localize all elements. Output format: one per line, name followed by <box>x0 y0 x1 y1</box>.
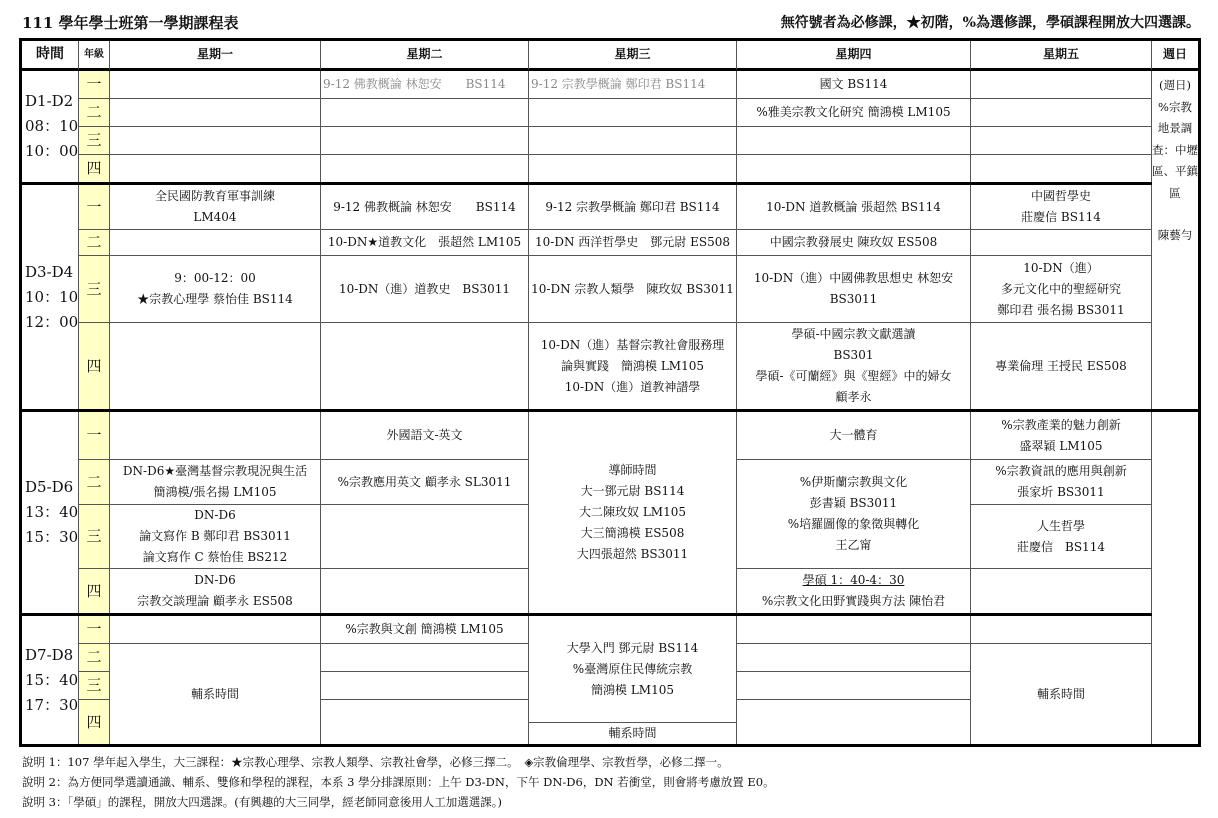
note-1: 說明 1：107 學年起入學生，大三課程：★宗教心理學、宗教人類學、宗教社會學，必修三擇二。 ◈宗教倫理學、宗教哲學，必修二擇一。 <box>22 755 729 769</box>
cell <box>110 412 321 460</box>
slot-d1-end: 10：00 <box>25 142 79 160</box>
course-cell: 10-DN★道教文化 張超然 LM105 <box>321 230 529 256</box>
cell <box>110 230 321 256</box>
course-line: 論文寫作 B 鄭印君 BS3011 <box>139 529 291 543</box>
timetable <box>19 38 1201 747</box>
grade-1: 一 <box>79 616 110 644</box>
grade-1: 一 <box>79 71 110 99</box>
grade-2: 二 <box>79 644 110 672</box>
course-line: 10-DN（進）道教神譜學 <box>564 379 701 394</box>
course-cell: 9-12 宗教學概論 鄭印君 BS114 <box>529 185 737 230</box>
course-line: 王乙甯 <box>835 538 872 552</box>
course-cell: 10-DN（進）道教史 BS3011 <box>321 256 529 323</box>
slot-d3-start: 10：10 <box>25 287 79 306</box>
sunday-line: %宗教 <box>1158 99 1192 114</box>
course-line: 多元文化中的聖經研究 <box>1000 281 1121 296</box>
minor-time-cell: 輔系時間 <box>971 644 1152 744</box>
course-cell <box>110 505 321 569</box>
course-cell <box>971 460 1152 505</box>
course-cell: 10-DN 宗教人類學 陳玫奴 BS3011 <box>529 256 737 323</box>
course-cell: %宗教應用英文 顧孝永 SL3011 <box>321 460 529 505</box>
minor-time-cell: 輔系時間 <box>110 644 321 744</box>
course-cell: 外國語文-英文 <box>321 412 529 460</box>
grade-4: 四 <box>79 155 110 183</box>
grade-3: 三 <box>79 505 110 569</box>
course-line: 學碩 1：40-4：30 <box>802 573 905 587</box>
cell <box>737 127 971 155</box>
cell <box>321 99 529 127</box>
course-room: LM404 <box>193 210 237 224</box>
cell <box>321 700 529 744</box>
header-tuesday: 星期二 <box>321 41 529 71</box>
sunday-line: 區、平鎮 <box>1152 164 1198 178</box>
course-cell <box>737 256 971 323</box>
course-line: 學碩-中國宗教文獻選讀 <box>791 327 916 341</box>
course-name: ★宗教心理學 蔡怡佳 BS114 <box>137 292 293 306</box>
course-line: DN-D6★臺灣基督宗教現況與生活 <box>122 464 308 478</box>
course-cell: 9-12 佛教概論 林恕安 BS114 <box>321 185 529 230</box>
cell <box>529 127 737 155</box>
cell <box>1152 412 1198 744</box>
slot-d7-start: 15：40 <box>25 670 79 689</box>
cell <box>971 230 1152 256</box>
cell <box>321 644 529 672</box>
grade-2: 二 <box>79 99 110 127</box>
cell <box>971 71 1152 99</box>
course-line: 中國哲學史 <box>1030 189 1091 203</box>
slot-d5-end: 15：30 <box>25 528 79 546</box>
course-cell: 大一體育 <box>737 412 971 460</box>
course-cell <box>110 256 321 323</box>
slot-d1-label <box>22 71 79 183</box>
course-line: 盛翠穎 LM105 <box>1019 438 1103 453</box>
course-line: %宗教產業的魅力創新 <box>1001 417 1121 432</box>
course-cell: 9-12 佛教概論 林恕安 BS114 <box>321 71 529 99</box>
course-line: 論文寫作 C 蔡怡佳 BS212 <box>142 550 288 564</box>
course-line: DN-D6 <box>194 508 236 522</box>
cell <box>971 127 1152 155</box>
course-cell <box>971 412 1152 460</box>
cell <box>321 323 529 410</box>
cell <box>737 672 971 700</box>
cell <box>321 505 529 569</box>
grade-1: 一 <box>79 185 110 230</box>
course-cell: 9-12 宗教學概論 鄭印君 BS114 <box>529 71 737 99</box>
cell <box>110 127 321 155</box>
grade-2: 二 <box>79 460 110 505</box>
course-line: 10-DN（進）基督宗教社會服務理 <box>540 337 725 352</box>
course-cell <box>737 323 971 410</box>
course-cell: 10-DN 道教概論 張超然 BS114 <box>737 185 971 230</box>
cell <box>321 569 529 614</box>
course-cell: %宗教與文創 簡鴻模 LM105 <box>321 616 529 644</box>
course-line: 簡鴻模 LM105 <box>591 682 674 697</box>
course-cell <box>529 616 737 723</box>
header-time: 時間 <box>22 41 79 71</box>
course-line: 大二陳玫奴 LM105 <box>579 505 686 519</box>
slot-d7-periods: D7-D8 <box>25 645 74 664</box>
course-line: %宗教文化田野實踐與方法 陳怡君 <box>761 594 946 608</box>
cell <box>110 323 321 410</box>
slot-d7-label <box>22 616 79 744</box>
grade-1: 一 <box>79 412 110 460</box>
course-cell: %雅美宗教文化研究 簡鴻模 LM105 <box>737 99 971 127</box>
cell <box>737 644 971 672</box>
course-cell <box>110 460 321 505</box>
cell <box>737 155 971 183</box>
course-line: %伊斯蘭宗教與文化 <box>799 475 908 489</box>
cell <box>321 127 529 155</box>
slot-d5-label <box>22 412 79 614</box>
cell <box>971 155 1152 183</box>
cell <box>110 616 321 644</box>
course-line: BS3011 <box>829 292 878 306</box>
course-line: 論與實踐 簡鴻模 LM105 <box>561 358 704 373</box>
header-wednesday: 星期三 <box>529 41 737 71</box>
header-thursday: 星期四 <box>737 41 971 71</box>
cell <box>321 672 529 700</box>
course-line: DN-D6 <box>194 573 236 587</box>
notes <box>22 752 775 812</box>
course-line: 大三簡鴻模 ES508 <box>580 526 685 540</box>
course-line: 鄭印君 張名揚 BS3011 <box>997 302 1125 317</box>
slot-d3-end: 12：00 <box>25 312 79 331</box>
slot-d3-periods: D3-D4 <box>25 262 74 281</box>
grade-4: 四 <box>79 700 110 744</box>
slot-d5-start: 13：40 <box>25 503 79 521</box>
legend-text: 無符號者為必修課，★初階，%為選修課，學碩課程開放大四選課。 <box>780 15 1200 31</box>
course-line: 彭書穎 BS3011 <box>809 496 898 510</box>
course-line: 簡鴻模/張名揚 LM105 <box>153 485 277 499</box>
sunday-line: 區 <box>1169 185 1181 200</box>
course-line: 10-DN（進）中國佛教思想史 林恕安 <box>753 271 954 285</box>
course-cell: 國文 BS114 <box>737 71 971 99</box>
course-line: 10-DN（進） <box>1023 260 1099 275</box>
course-line: %宗教資訊的應用與創新 <box>995 464 1127 478</box>
course-line: 大四張超然 BS3011 <box>576 547 689 561</box>
cell <box>971 616 1152 644</box>
course-line: 導師時間 <box>608 463 657 477</box>
course-line: BS301 <box>833 348 874 362</box>
sunday-line: 地景調 <box>1157 121 1193 135</box>
course-cell: 專業倫理 王授民 ES508 <box>971 323 1152 410</box>
header-friday: 星期五 <box>971 41 1152 71</box>
cell <box>110 71 321 99</box>
sunday-line: (週日) <box>1159 78 1191 92</box>
course-line: %臺灣原住民傳統宗教 <box>572 661 693 676</box>
grade-4: 四 <box>79 569 110 614</box>
slot-d3-label <box>22 185 79 410</box>
course-line: %培羅圖像的象徵與轉化 <box>787 517 920 531</box>
sunday-line: 查：中壢 <box>1152 142 1198 157</box>
course-cell <box>971 256 1152 323</box>
grade-4: 四 <box>79 323 110 410</box>
header-monday: 星期一 <box>110 41 321 71</box>
course-line: 宗教交談理論 顧孝永 ES508 <box>137 594 293 608</box>
cell <box>529 155 737 183</box>
slot-d7-end: 17：30 <box>25 695 79 714</box>
sunday-course <box>1152 71 1198 410</box>
course-time: 9：00-12：00 <box>174 271 256 285</box>
cell <box>321 155 529 183</box>
course-line: 張家圻 BS3011 <box>1017 485 1105 499</box>
header-grade: 年級 <box>79 41 110 71</box>
grade-3: 三 <box>79 672 110 700</box>
sunday-line: 陳藝勻 <box>1157 228 1193 242</box>
course-cell <box>737 460 971 569</box>
cell <box>110 99 321 127</box>
minor-time-cell: 輔系時間 <box>529 723 737 744</box>
course-cell: 10-DN 西洋哲學史 鄧元尉 ES508 <box>529 230 737 256</box>
course-line: 大一鄧元尉 BS114 <box>580 484 685 498</box>
course-cell <box>737 569 971 614</box>
course-cell <box>110 569 321 614</box>
slot-d1-start: 08：10 <box>25 117 79 135</box>
course-line: 人生哲學 <box>1036 518 1085 533</box>
course-name: 全民國防教育軍事訓練 <box>154 189 275 203</box>
course-line: 莊慶信 BS114 <box>1021 210 1101 224</box>
course-cell <box>971 505 1152 569</box>
grade-3: 三 <box>79 256 110 323</box>
cell <box>737 700 971 744</box>
course-cell <box>971 185 1152 230</box>
course-cell <box>529 323 737 410</box>
cell <box>971 569 1152 614</box>
grade-3: 三 <box>79 127 110 155</box>
grade-2: 二 <box>79 230 110 256</box>
course-cell <box>110 185 321 230</box>
cell <box>110 155 321 183</box>
course-line: 學碩-《可蘭經》與《聖經》中的婦女 <box>755 369 952 383</box>
note-2: 說明 2：為方便同學選讀通識、輔系、雙修和學程的課程，本系 3 學分排課原則：上午 D3-DN，下午 DN-D6，DN 若衝堂，則會將考慮放置 E0。 <box>22 775 775 789</box>
cell <box>971 99 1152 127</box>
course-line: 大學入門 鄧元尉 BS114 <box>566 640 699 655</box>
cell <box>737 616 971 644</box>
mentor-time-cell <box>529 412 737 614</box>
course-cell: 中國宗教發展史 陳玫奴 ES508 <box>737 230 971 256</box>
course-line: 顧孝永 <box>835 390 872 404</box>
slot-d5-periods: D5-D6 <box>25 478 74 496</box>
header-sunday: 週日 <box>1152 41 1198 71</box>
schedule-title: 111 學年學士班第一學期課程表 <box>22 14 239 32</box>
note-3: 說明 3：「學碩」的課程，開放大四選課。(有興趣的大三同學，經老師同意後用人工加選選課。) <box>22 795 502 809</box>
slot-d1-periods: D1-D2 <box>25 92 74 110</box>
course-line: 莊慶信 BS114 <box>1017 539 1105 554</box>
cell <box>529 99 737 127</box>
